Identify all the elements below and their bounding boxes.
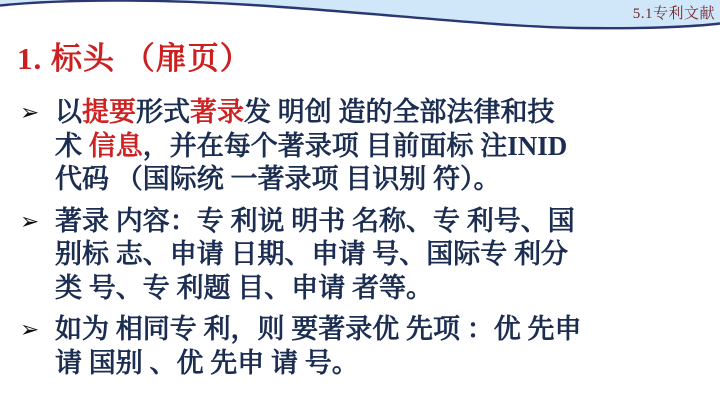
bullet-item — [20, 205, 715, 306]
bullet-item — [20, 313, 715, 380]
text-line — [55, 96, 715, 130]
text-segment: 请 国别 、优 先申 请 号。 — [55, 347, 359, 378]
slide-body — [20, 96, 715, 388]
text-segment: 术 — [55, 130, 89, 161]
text-segment: 代码 （国际统 一著录项 目识别 符）。 — [55, 164, 501, 194]
arrow-bullet-icon: ➢ — [20, 208, 40, 235]
text-segment: ，并在每个著录项 目前面标 注INID — [142, 130, 568, 161]
text-segment: 发 明创 造的全部法律和技 — [244, 97, 555, 127]
highlight-segment: 提要 — [82, 97, 136, 127]
text-line — [55, 130, 715, 164]
text-line — [55, 238, 715, 272]
text-segment: 如为 相同专 利，则 要著录优 先项 ：优 先申 — [55, 314, 582, 344]
highlight-segment: 著录 — [190, 97, 244, 127]
highlight-segment: 信息 — [88, 130, 143, 161]
text-line — [55, 272, 715, 306]
bullet-text — [55, 313, 715, 380]
text-segment: 以 — [55, 97, 82, 127]
bullet-item — [20, 96, 715, 197]
arrow-bullet-icon: ➢ — [20, 100, 40, 126]
text-line — [55, 313, 715, 347]
text-line — [55, 205, 715, 239]
page-title: 1. 标头 （扉页） — [17, 41, 252, 76]
text-line — [55, 347, 715, 381]
bullet-text — [55, 96, 715, 197]
text-segment: 别标 志、申请 日期、申请 号、国际专 利分 — [55, 239, 568, 269]
text-segment: 形式 — [136, 97, 190, 127]
text-segment: 类 号、专 利题 目、申请 者等。 — [55, 272, 433, 303]
text-segment: 著录 内容：专 利说 明书 名称、专 利号、国 — [55, 205, 575, 236]
section-label: 5.1专利文献 — [632, 6, 715, 22]
text-line — [55, 163, 715, 197]
arrow-bullet-icon: ➢ — [20, 317, 40, 343]
bullet-text — [55, 205, 715, 306]
